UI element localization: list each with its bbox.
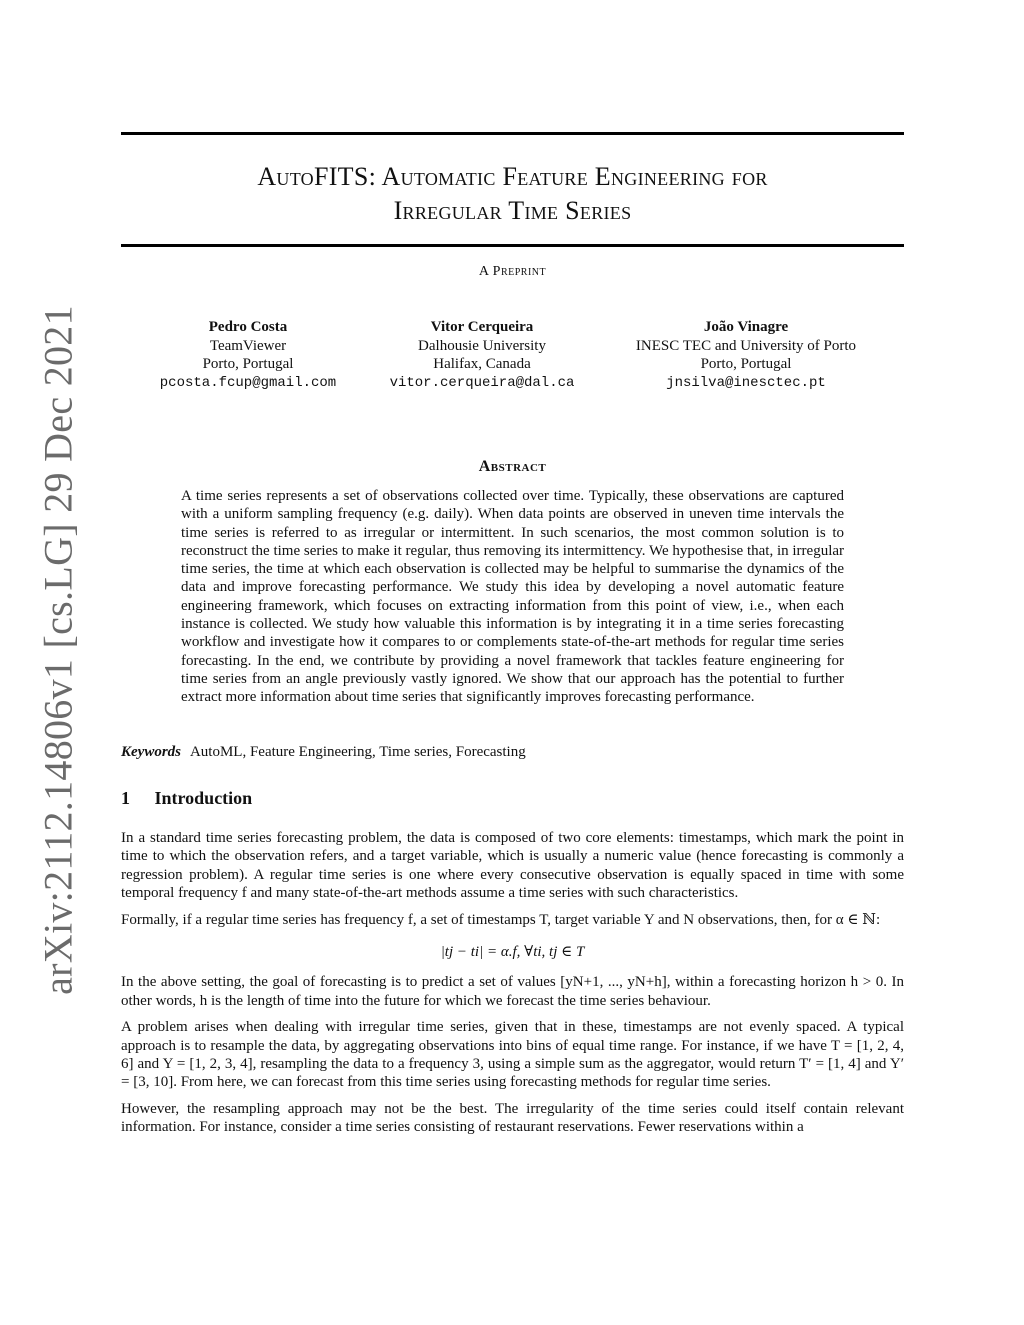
introduction-body — [121, 829, 904, 1145]
author-location: Porto, Portugal — [700, 356, 792, 372]
paragraph: In a standard time series forecasting problem, the data is composed of two core elements: timestamps, which mark the point in time to which the observation refers, and a target variable, which is usually a numeric value (hence forecasting is commonly a regression problem). A regular time series is one where every consecutive observation is equally spaced in time with some temporal frequency f and many state-of-the-art methods assume a time series with such characteristics. — [121, 830, 904, 902]
author-location: Halifax, Canada — [433, 356, 531, 372]
author-affiliation: TeamViewer — [209, 337, 287, 354]
paragraph: A problem arises when dealing with irregular time series, given that in these, timestamps are not evenly spaced. A typical approach is to resample the data, by aggregating observations into bins of equal time range. For instance, if we have T = [1, 2, 4, 6] and Y = [1, 2, 3, 4], resampling the data to a frequency 3, using a simple sum as the aggregator, would return T′ = [1, 4] and Y′ = [3, 10]. From here, we can forecast from this time series using forecasting methods for regular time series. — [121, 1019, 904, 1091]
arxiv-identifier-stamp: arXiv:2112.14806v1 [cs.LG] 29 Dec 2021 — [35, 305, 81, 995]
author-affiliation: INESC TEC and University of Porto — [635, 337, 857, 354]
author-block-1 — [143, 318, 353, 392]
paragraph: However, the resampling approach may not be the best. The irregularity of the time series could itself contain relevant information. For instance, consider a time series consisting of restaurant reservations. Fewer reservations within a — [121, 1100, 904, 1136]
section-number: 1 — [121, 788, 130, 808]
author-location: Porto, Portugal — [202, 356, 294, 372]
paragraph: Formally, if a regular time series has frequency f, a set of timestamps T, target variable Y and N observations, then, for α ∈ ℕ: — [121, 911, 881, 928]
author-email[interactable]: jnsilva@inesctec.pt — [666, 374, 826, 391]
author-name: João Vinagre — [703, 319, 789, 335]
section-title: Introduction — [154, 788, 253, 808]
author-affiliation: Dalhousie University — [418, 337, 546, 354]
author-name: Vitor Cerqueira — [430, 319, 534, 335]
paper-title — [121, 160, 904, 228]
keywords-label: Keywords — [121, 744, 181, 760]
equation: |tj − ti| = α.f, ∀ti, tj ∈ T — [440, 944, 585, 961]
abstract-text: A time series represents a set of observations collected over time. Typically, these observations are captured with a uniform sampling frequency (e.g. daily). When data points are observed in uneven time intervals the time series is referred to as irregular or intermittent. In such scenarios, the most common solution is to reconstruct the time series to make it regular, thus removing its intermittency. We hypothesise that, in irregular time series, the time at which each observation is collected may be helpful to summarise the dynamics of the data and improve forecasting performance. We study this idea by developing a novel automatic feature engineering framework, which focuses on extracting information from this point of view, i.e., when each instance is collected. We study how valuable this information is by integrating it in a time series forecasting workflow and investigate how it compares to or complements state-of-the-art methods for regular time series forecasting. In the end, we contribute by providing a novel framework that tackles feature engineering for time series from an angle previously vastly ignored. We show that our approach has the potential to further extract more information about time series that significantly improves forecasting performance. — [181, 488, 845, 706]
paper-title-line-1: AutoFITS: Automatic Feature Engineering for — [257, 162, 768, 191]
keywords-line — [121, 744, 904, 761]
author-email[interactable]: pcosta.fcup@gmail.com — [159, 374, 337, 391]
title-rule-bottom — [121, 244, 904, 247]
paragraph: In the above setting, the goal of forecasting is to predict a set of values [yN+1, ..., yN+h], within a forecasting horizon h > 0. In other words, h is the length of time into the future for which we forecast the time series behaviour. — [121, 974, 904, 1009]
author-name: Pedro Costa — [208, 319, 288, 335]
author-block-2 — [371, 318, 593, 392]
preprint-label: A Preprint — [478, 264, 547, 279]
keywords-text: AutoML, Feature Engineering, Time series, Forecasting — [189, 744, 526, 760]
section-heading-introduction — [121, 788, 252, 809]
abstract-heading: Abstract — [478, 458, 547, 475]
title-rule-top — [121, 132, 904, 135]
paper-title-line-2: Irregular Time Series — [393, 196, 632, 225]
author-email[interactable]: vitor.cerqueira@dal.ca — [389, 374, 575, 391]
author-block-3 — [613, 318, 879, 392]
